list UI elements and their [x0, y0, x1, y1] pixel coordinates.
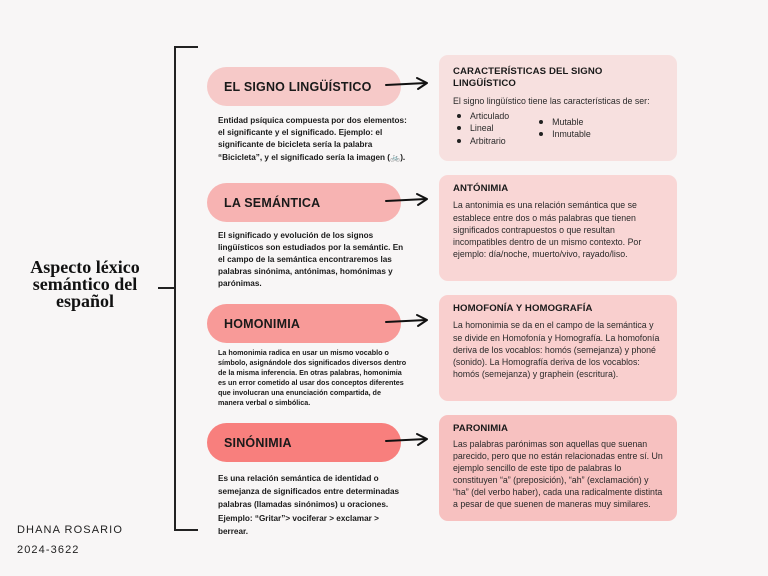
card-paronimia	[439, 415, 677, 521]
card-title: CARACTERÍSTICAS DEL SIGNO LINGÜÍSTICO	[453, 66, 603, 90]
card-title: ANTÓNIMIA	[453, 183, 509, 194]
author-block	[17, 520, 123, 560]
bracket-top-tick	[174, 46, 198, 48]
section-description-signo-linguistico: Entidad psíquica compuesta por dos elementos: el significante y el significado. Ejemplo: el significante de bicicleta sería la palabra “Bicicleta”, y el significado sería la imagen (🚲).	[218, 116, 407, 162]
list-item: Inmutable	[552, 129, 591, 140]
section-pill-semantica: LA SEMÁNTICA	[207, 183, 401, 222]
bracket-title-connector	[158, 287, 174, 289]
section-description-homonimia: La homonimia radica en usar un mismo vocablo o símbolo, asignándole dos significados diversos dentro de la misma inferencia. En otras palabras, homonimia es un error cometido al usar dos conceptos diferentes que involucran una enunciación compartida, de manera verbal o simbólica.	[218, 348, 407, 407]
card-title: PARONIMIA	[453, 423, 509, 434]
card-body: El signo lingüístico tiene las características de ser:	[453, 95, 650, 106]
bracket-vertical-line	[174, 46, 176, 530]
characteristics-list-1	[453, 110, 509, 148]
section-pill-homonimia: HOMONIMIA	[207, 304, 401, 343]
bracket-bottom-tick	[174, 529, 198, 531]
section-pill-signo-linguistico: EL SIGNO LINGÜÍSTICO	[207, 67, 401, 106]
arrow-right-icon	[384, 313, 430, 329]
section-description-semantica: El significado y evolución de los signos lingüísticos son estudiados por la semántic. En el campo de la semántica encontraremos las palabras sinónima, antónimas, homónimas y parónimas.	[218, 231, 404, 289]
main-title: Aspecto léxico semántico del español	[30, 257, 140, 311]
section-pill-sinonimia: SINÓNIMIA	[207, 423, 401, 462]
card-homofonia-homografia	[439, 295, 677, 401]
list-item: Arbitrario	[470, 135, 509, 148]
card-caracteristicas	[439, 55, 677, 161]
section-description-sinonimia: Es una relación semántica de identidad o semejanza de significados entre determinadas palabras (llamadas sinónimos) u oraciones. Ejemplo: “Gritar”> vociferar > exclamar > berrear.	[218, 474, 400, 536]
card-body: La antonimia es una relación semántica que se establece entre dos o más palabras que tienen significados contrapuestos o que resultan incompatibles dentro de un mismo contexto. Por ejemplo: día/noche, muerto/vivo, rayado/liso.	[453, 200, 642, 260]
characteristics-lists	[453, 110, 663, 148]
card-title: HOMOFONÍA Y HOMOGRAFÍA	[453, 303, 593, 314]
arrow-right-icon	[384, 192, 430, 208]
author-id: 2024-3622	[17, 544, 80, 556]
card-antonimia	[439, 175, 677, 281]
arrow-right-icon	[384, 432, 430, 448]
characteristics-list-2	[535, 110, 591, 148]
list-item: Lineal	[470, 122, 509, 135]
list-item: Articulado	[470, 110, 510, 121]
card-body: La homonimia se da en el campo de la semántica y se divide en Homofonía y Homografía. La homofonía deriva de los vocablos: homós (semejanza) y phoné (sonido). La Homografía deriva de los vocablos: homós (semejanza) y graphein (escritura).	[453, 320, 660, 380]
list-item: Mutable	[552, 116, 591, 129]
author-name: DHANA ROSARIO	[17, 524, 123, 536]
card-body: Las palabras parónimas son aquellas que suenan parecido, pero que no están relacionadas entre sí. Un ejemplo sencillo de este tipo de palabras lo constituyen “a” (preposición), “ah” (exclamación) y “ha” (del verbo haber), cada una radicalmente distinta a pesar de que suenen de maneras muy similares.	[453, 439, 663, 509]
arrow-right-icon	[384, 76, 430, 92]
